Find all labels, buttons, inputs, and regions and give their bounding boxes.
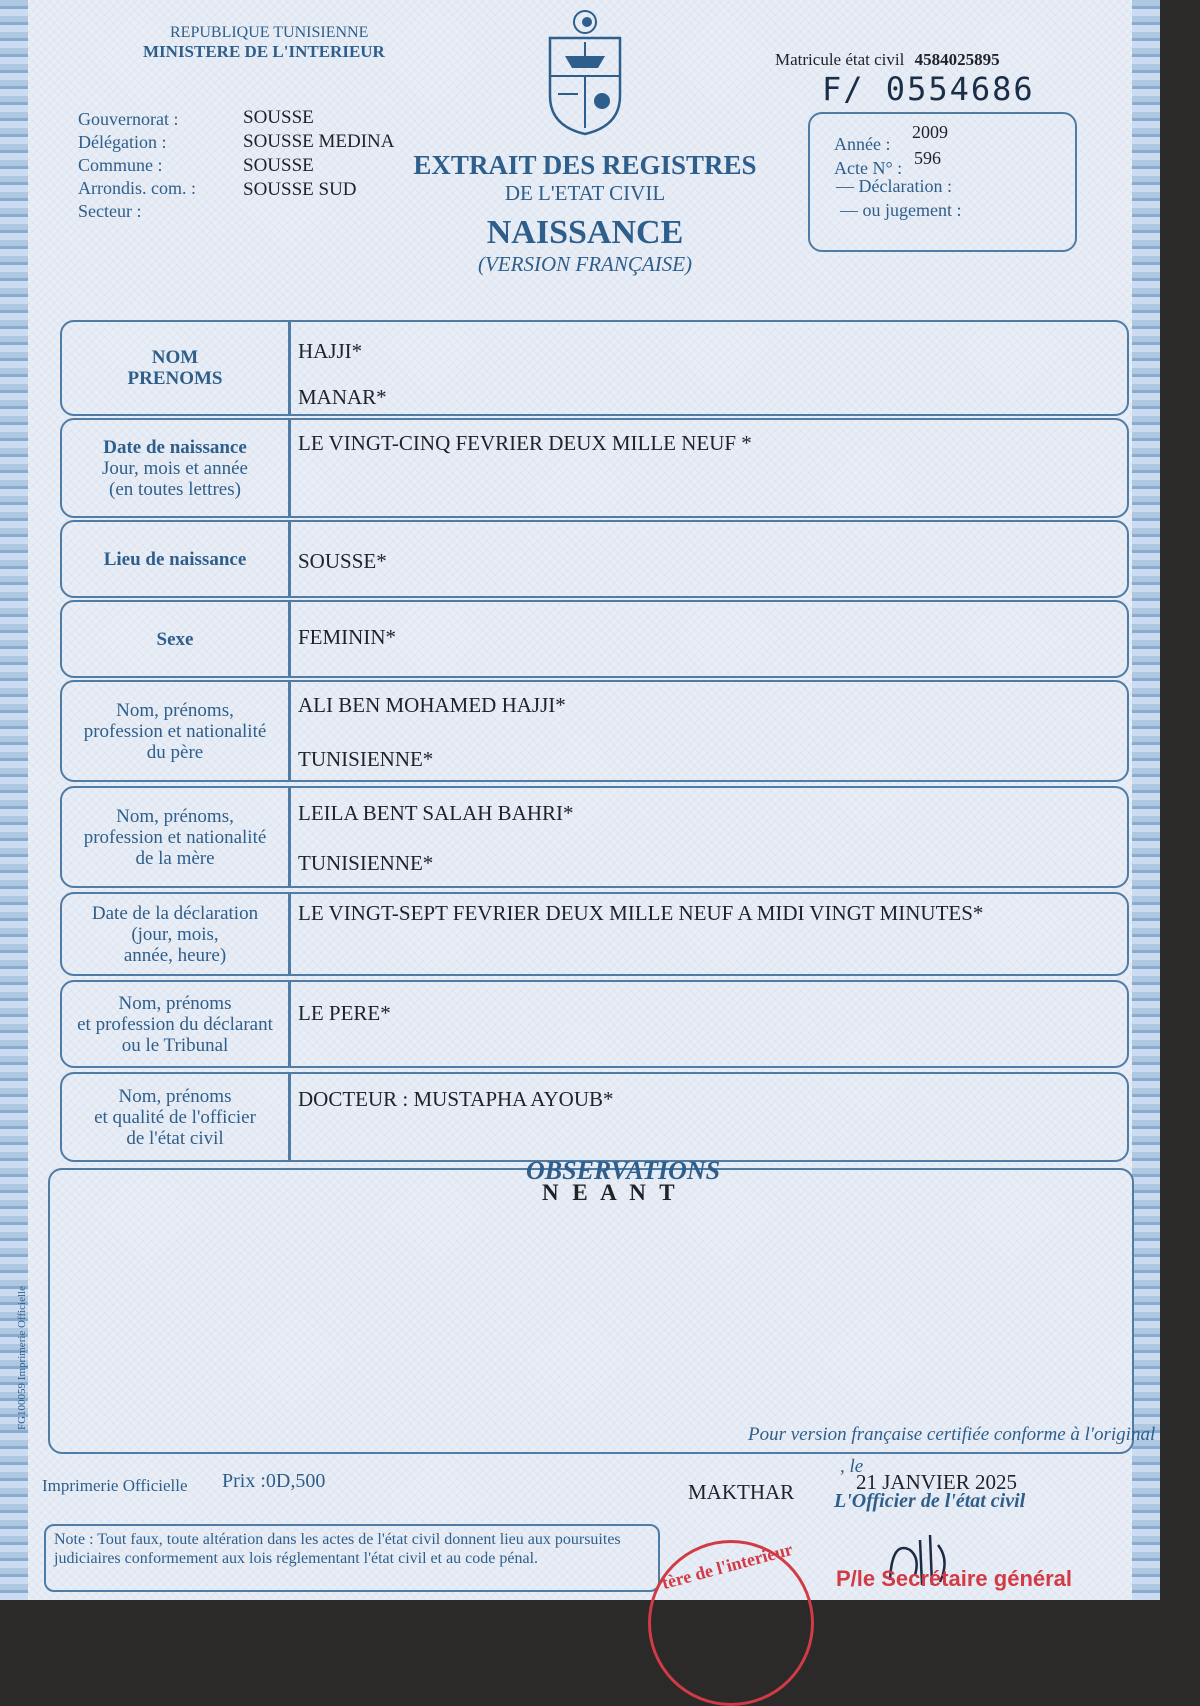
observations-value: N E A N T xyxy=(542,1180,679,1205)
prenoms-label: PRENOMS xyxy=(127,368,223,389)
ministry-label: MINISTERE DE L'INTERIEUR xyxy=(143,42,385,61)
delegation-value: SOUSSE MEDINA xyxy=(243,131,395,152)
mere-label-1: Nom, prénoms, xyxy=(116,805,234,827)
matricule-label: Matricule état civil xyxy=(775,50,905,69)
commune-value: SOUSSE xyxy=(243,155,314,176)
declaration-date-value: LE VINGT-SEPT FEVRIER DEUX MILLE NEUF A MIDI VINGT MINUTES* xyxy=(298,901,984,925)
row-declaration xyxy=(60,892,1129,976)
declarant-label-1: Nom, prénoms xyxy=(118,992,232,1014)
title-line-2: DE L'ETAT CIVIL xyxy=(504,181,666,205)
pere-label-3: du père xyxy=(146,741,204,763)
row-lieu-naissance xyxy=(60,520,1129,598)
title-version: (VERSION FRANÇAISE) xyxy=(477,252,693,276)
observations-box xyxy=(48,1156,1134,1454)
dob-label xyxy=(62,420,291,516)
admin-values xyxy=(243,106,395,202)
declaration-date-label xyxy=(62,894,291,974)
arrondissement-value: SOUSSE SUD xyxy=(243,179,357,200)
officier-value: DOCTEUR : MUSTAPHA AYOUB* xyxy=(298,1087,614,1111)
declarant-label-2: et profession du déclarant xyxy=(77,1013,273,1035)
le-label: , le xyxy=(840,1456,864,1477)
delegation-label: Délégation : xyxy=(78,132,167,152)
nom-value: HAJJI* xyxy=(298,339,363,363)
acte-box xyxy=(808,112,1077,252)
nom-prenoms-label xyxy=(62,322,291,414)
republic-label: REPUBLIQUE TUNISIENNE xyxy=(170,24,369,41)
side-printer-mark: FG100059 Imprimerie Officielle xyxy=(16,1286,28,1430)
place-value: MAKTHAR xyxy=(688,1480,795,1504)
officier-label-2: et qualité de l'officier xyxy=(94,1106,256,1128)
decl-label-3: année, heure) xyxy=(123,944,227,966)
declaration-label: — Déclaration : xyxy=(836,176,952,196)
observations-title: OBSERVATIONS xyxy=(526,1156,721,1185)
stamp-text: tère de l'interieur xyxy=(659,1538,795,1594)
admin-labels xyxy=(78,108,196,223)
row-sexe xyxy=(60,600,1129,678)
pere-nationality-value: TUNISIENNE* xyxy=(298,747,434,771)
jugement-label: — ou jugement : xyxy=(840,200,962,220)
dob-label-2: Jour, mois et année xyxy=(102,457,248,479)
row-officier xyxy=(60,1072,1129,1162)
tunisia-emblem-icon xyxy=(540,6,630,136)
arrondissement-label: Arrondis. com. : xyxy=(78,178,196,198)
legal-note-text: Note : Tout faux, toute altération dans les actes de l'état civil donnent lieu aux poursuites judiciaires conformement aux lois réglementant l'état civil et au code pénal. xyxy=(54,1531,621,1567)
right-guilloche-border xyxy=(1132,0,1160,1600)
dob-label-1: Date de naissance xyxy=(103,436,247,458)
document-title xyxy=(400,150,770,277)
commune-label: Commune : xyxy=(78,155,163,175)
mere-label-3: de la mère xyxy=(135,847,215,869)
lieu-label: Lieu de naissance xyxy=(62,522,291,596)
gouvernorat-value: SOUSSE xyxy=(243,107,314,128)
matricule-field xyxy=(775,50,1000,70)
title-naissance: NAISSANCE xyxy=(486,214,684,251)
signature-title: P/le Secrétaire général xyxy=(836,1566,1073,1591)
annee-label: Année : xyxy=(834,134,891,154)
lieu-value: SOUSSE* xyxy=(298,549,387,573)
pere-label-2: profession et nationalité xyxy=(83,720,267,742)
serial-number: F/ 0554686 xyxy=(822,70,1035,108)
imprimerie-label: Imprimerie Officielle xyxy=(42,1476,188,1495)
decl-label-1: Date de la déclaration xyxy=(91,902,259,924)
legal-note-box xyxy=(44,1524,660,1592)
acte-label: Acte N° : xyxy=(834,158,903,178)
pere-label-1: Nom, prénoms, xyxy=(116,699,234,721)
nom-label: NOM xyxy=(151,347,199,368)
acte-value: 596 xyxy=(914,148,941,168)
certified-statement: Pour version française certifiée conforme à l'original xyxy=(748,1424,1156,1445)
declarant-label-3: ou le Tribunal xyxy=(121,1034,229,1056)
gouvernorat-label: Gouvernorat : xyxy=(78,109,179,129)
mere-label-2: profession et nationalité xyxy=(83,826,267,848)
officier-label xyxy=(62,1074,291,1160)
pere-name-value: ALI BEN MOHAMED HAJJI* xyxy=(298,693,566,717)
officier-title: L'Officier de l'état civil xyxy=(834,1490,1026,1512)
officier-label-3: de l'état civil xyxy=(126,1127,224,1149)
decl-label-2: (jour, mois, xyxy=(131,923,219,945)
row-mere xyxy=(60,786,1129,888)
secteur-label: Secteur : xyxy=(78,201,142,221)
pere-label xyxy=(62,682,291,780)
title-line-1: EXTRAIT DES REGISTRES xyxy=(413,150,757,180)
mere-nationality-value: TUNISIENNE* xyxy=(298,851,434,875)
sexe-label: Sexe xyxy=(62,602,291,676)
officier-label-1: Nom, prénoms xyxy=(118,1085,232,1107)
declarant-value: LE PERE* xyxy=(298,1001,391,1025)
annee-value: 2009 xyxy=(912,122,948,142)
row-nom-prenoms xyxy=(60,320,1129,416)
dob-value: LE VINGT-CINQ FEVRIER DEUX MILLE NEUF * xyxy=(298,431,752,455)
date-value: 21 JANVIER 2025 xyxy=(856,1470,1017,1494)
dob-label-3: (en toutes lettres) xyxy=(109,478,241,500)
row-date-naissance xyxy=(60,418,1129,518)
row-declarant xyxy=(60,980,1129,1068)
prix-value: Prix :0D,500 xyxy=(222,1470,326,1492)
row-pere xyxy=(60,680,1129,782)
mere-label xyxy=(62,788,291,886)
prenoms-value: MANAR* xyxy=(298,385,387,409)
sexe-value: FEMININ* xyxy=(298,625,396,649)
matricule-value: 4584025895 xyxy=(914,50,1000,69)
declarant-label xyxy=(62,982,291,1066)
mere-name-value: LEILA BENT SALAH BAHRI* xyxy=(298,801,574,825)
